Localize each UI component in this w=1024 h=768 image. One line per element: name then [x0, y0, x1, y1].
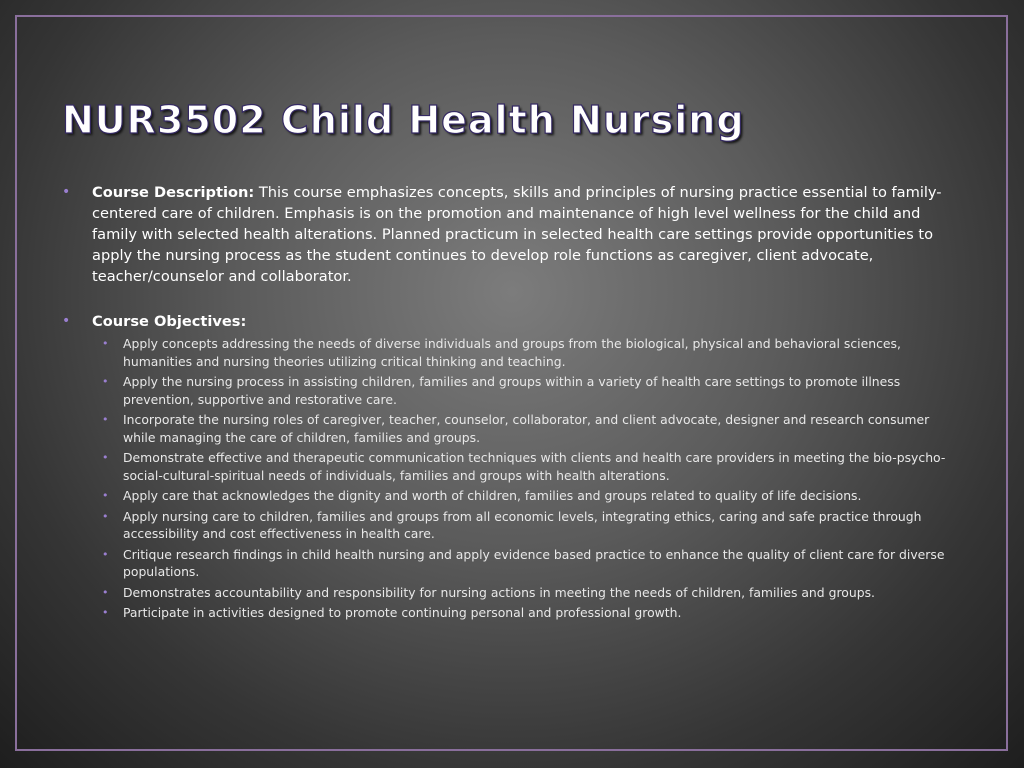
sub-bullet-icon: •: [102, 451, 109, 464]
objective-item: [92, 584, 962, 602]
objective-item: [92, 411, 962, 446]
slide-title: NUR3502 Child Health Nursing: [62, 98, 745, 142]
sub-bullet-icon: •: [102, 547, 109, 561]
sub-bullet-icon: •: [102, 375, 109, 388]
course-description: [92, 182, 962, 287]
objective-text: Critique research findings in child health nursing and apply evidence based practice to enhance the quality of client care for diverse populations.: [123, 546, 945, 579]
course-objectives: [92, 311, 962, 332]
objective-item: [92, 449, 962, 484]
course-objectives-item: [62, 311, 962, 332]
objectives-list: [92, 335, 962, 622]
slide-content: [62, 182, 962, 625]
sub-bullet-icon: •: [102, 489, 109, 502]
objective-text: Demonstrates accountability and responsibility for nursing actions in meeting the needs of children, families and groups.: [123, 584, 875, 600]
course-objectives-label: Course Objectives:: [92, 313, 247, 330]
course-description-text: This course emphasizes concepts, skills and principles of nursing practice essential to family-centered care of children. Emphasis is on the promotion and maintenance of high level wellness for the child and family with selected health alterations. Planned practicum in selected health care settings provide opportunities to apply the nursing process as the student continues to develop role functions as caregiver, client advocate, teacher/counselor and collaborator.: [92, 184, 942, 285]
objective-item: [92, 546, 962, 581]
objective-text: Participate in activities designed to promote continuing personal and professional growth.: [123, 605, 682, 620]
course-description-item: [62, 182, 962, 287]
objective-text: Apply nursing care to children, families and groups from all economic levels, integrating ethics, caring and safe practice through accessibility and cost effectiveness in health care.: [123, 508, 922, 541]
sub-bullet-icon: •: [102, 606, 109, 619]
objective-item: [92, 335, 962, 370]
objective-text: Apply the nursing process in assisting children, families and groups within a variety of health care settings to promote illness prevention, supportive and restorative care.: [123, 374, 901, 407]
bullet-icon: •: [62, 313, 71, 329]
sub-bullet-icon: •: [102, 337, 109, 350]
sub-bullet-icon: •: [102, 509, 109, 523]
bullet-icon: •: [62, 184, 71, 200]
objective-item: [92, 487, 962, 505]
sub-bullet-icon: •: [102, 413, 109, 426]
sub-bullet-icon: •: [102, 585, 109, 599]
objective-text: Incorporate the nursing roles of caregiver, teacher, counselor, collaborator, and client advocate, designer and research consumer while managing the care of children, families and groups.: [123, 412, 930, 445]
objective-item: [92, 604, 962, 622]
objective-text: Apply concepts addressing the needs of diverse individuals and groups from the biological, physical and behavioral sciences, humanities and nursing theories utilizing critical thinking and teaching.: [123, 336, 901, 369]
objective-text: Apply care that acknowledges the dignity and worth of children, families and groups related to quality of life decisions.: [123, 488, 862, 503]
objective-item: [92, 508, 962, 543]
course-description-label: Course Description:: [92, 184, 255, 201]
objective-item: [92, 373, 962, 408]
objective-text: Demonstrate effective and therapeutic communication techniques with clients and health care providers in meeting the bio-psycho-social-cultural-spiritual needs of individuals, families and groups with health alterations.: [123, 450, 946, 483]
